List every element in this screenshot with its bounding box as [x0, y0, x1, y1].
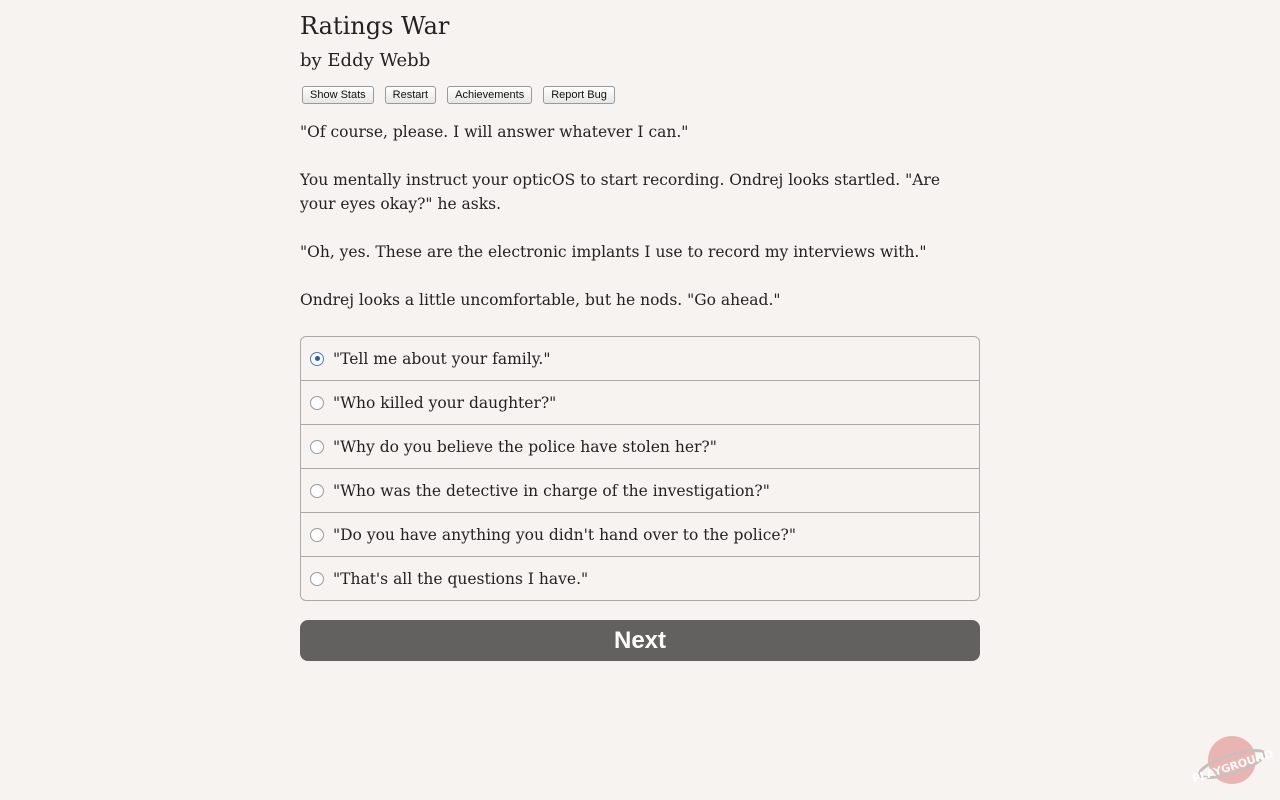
achievements-button[interactable]: Achievements — [447, 86, 532, 104]
game-page — [300, 0, 980, 661]
game-title: Ratings War — [300, 12, 450, 40]
choice-option[interactable] — [301, 337, 979, 380]
story-paragraph: You mentally instruct your opticOS to start recording. Ondrej looks startled. "Are your eyes okay?" he asks. — [300, 171, 940, 213]
choice-option[interactable] — [301, 512, 979, 556]
choice-label: "Do you have anything you didn't hand over to the police?" — [333, 525, 796, 544]
radio-icon[interactable] — [310, 396, 324, 410]
choice-option[interactable] — [301, 468, 979, 512]
next-button[interactable]: Next — [300, 620, 980, 661]
playground-watermark-logo — [1190, 730, 1276, 788]
radio-icon[interactable] — [310, 572, 324, 586]
choice-option[interactable] — [301, 424, 979, 468]
radio-icon[interactable] — [310, 440, 324, 454]
toolbar — [300, 86, 980, 104]
radio-icon[interactable] — [310, 528, 324, 542]
choice-list — [300, 336, 980, 601]
radio-icon[interactable] — [310, 484, 324, 498]
story-paragraph: Ondrej looks a little uncomfortable, but he nods. "Go ahead." — [300, 291, 781, 309]
choice-option[interactable] — [301, 380, 979, 424]
choice-label: "Who was the detective in charge of the investigation?" — [333, 481, 770, 500]
game-author: by Eddy Webb — [300, 50, 431, 71]
story-paragraph: "Oh, yes. These are the electronic implants I use to record my interviews with." — [300, 243, 927, 261]
report-bug-button[interactable]: Report Bug — [543, 86, 615, 104]
story-paragraph: "Of course, please. I will answer whatever I can." — [300, 123, 689, 141]
choice-option[interactable] — [301, 556, 979, 600]
choice-label: "That's all the questions I have." — [333, 569, 589, 588]
choice-label: "Who killed your daughter?" — [333, 393, 557, 412]
radio-selected-icon[interactable] — [310, 352, 324, 366]
svg-text:PLAYGROUND: PLAYGROUND — [1190, 747, 1276, 786]
restart-button[interactable]: Restart — [385, 86, 436, 104]
choice-label: "Tell me about your family." — [333, 349, 551, 368]
show-stats-button[interactable]: Show Stats — [302, 86, 374, 104]
story-text — [300, 120, 980, 312]
choice-label: "Why do you believe the police have stolen her?" — [333, 437, 717, 456]
